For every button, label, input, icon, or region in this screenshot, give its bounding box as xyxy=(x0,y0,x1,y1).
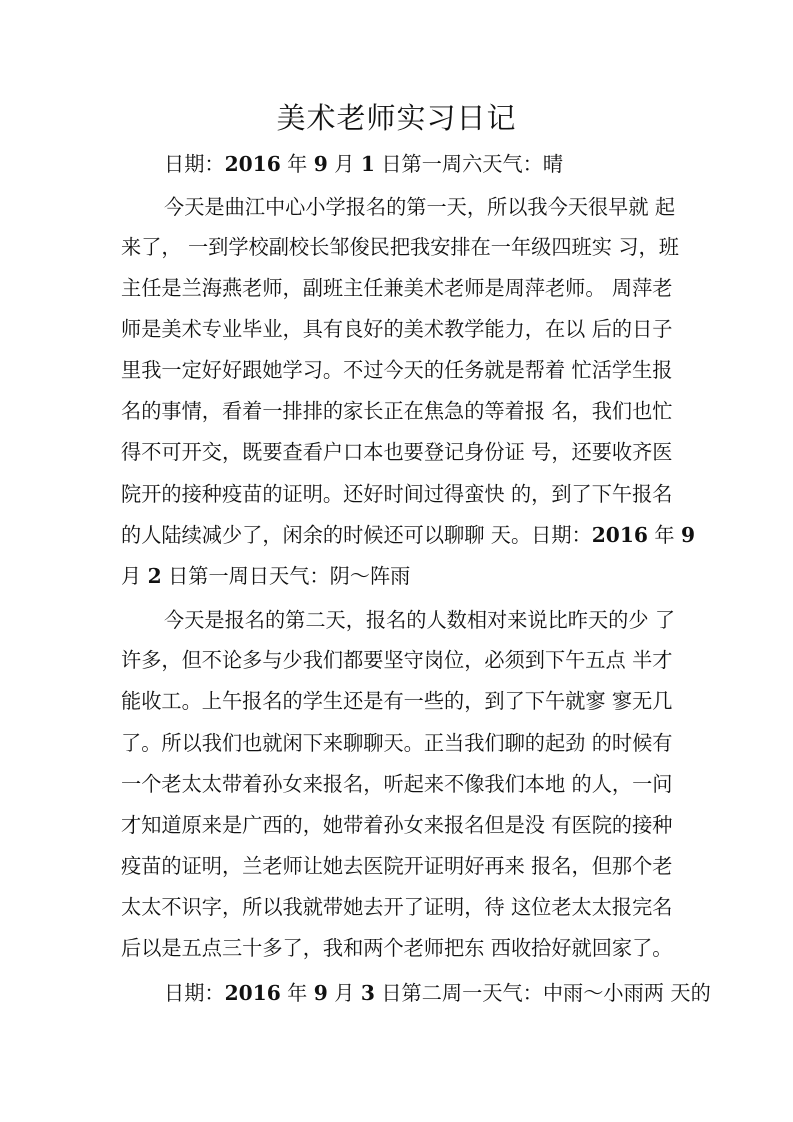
line-text: 年 xyxy=(280,152,314,176)
diary-line xyxy=(121,356,681,384)
line-text: 的人陆续减少了，闲余的时候还可以聊聊 天。日期： xyxy=(121,523,592,547)
line-number-text: 9 xyxy=(313,981,328,1005)
line-text: 后以是五点三十多了，我和两个老师把东 西收拾好就回家了。 xyxy=(121,936,673,960)
diary-line xyxy=(164,193,681,221)
line-number-text: 1 xyxy=(360,152,375,176)
diary-line xyxy=(121,562,681,590)
diary-line xyxy=(121,480,681,508)
line-number-text: 3 xyxy=(360,981,375,1005)
diary-line xyxy=(121,770,681,798)
line-number-text: 9 xyxy=(313,152,328,176)
line-number-text: 2016 xyxy=(591,523,648,547)
diary-line xyxy=(164,979,711,1007)
line-text: 日期： xyxy=(164,981,225,1005)
diary-line xyxy=(121,729,681,757)
diary-line xyxy=(121,274,681,302)
line-text: 月 xyxy=(327,981,361,1005)
line-number-text: 2016 xyxy=(224,981,281,1005)
line-number-text: 2016 xyxy=(224,152,281,176)
line-text: 月 xyxy=(327,152,361,176)
line-text: 今天是报名的第二天，报名的人数相对来说比昨天的少 了 xyxy=(164,608,676,632)
diary-line xyxy=(121,315,681,343)
diary-line xyxy=(121,646,681,674)
line-text: 院开的接种疫苗的证明。还好时间过得蛮快 的，到了下午报名 xyxy=(121,482,673,506)
diary-line xyxy=(164,606,681,634)
diary-line xyxy=(121,687,681,715)
diary-line xyxy=(121,934,681,962)
line-text: 月 xyxy=(121,564,148,588)
diary-line xyxy=(121,852,681,880)
document-title: 美术老师实习日记 xyxy=(276,101,517,135)
diary-line xyxy=(121,521,695,549)
line-text: 得不可开交，既要查看户口本也要登记身份证 号，还要收齐医 xyxy=(121,440,673,464)
line-text: 今天是曲江中心小学报名的第一天，所以我今天很早就 起 xyxy=(164,195,676,219)
line-text: 疫苗的证明，兰老师让她去医院开证明好再来 报名，但那个老 xyxy=(121,854,673,878)
line-text: 主任是兰海燕老师，副班主任兼美术老师是周萍老师。 周萍老 xyxy=(121,276,673,300)
line-text: 年 xyxy=(647,523,681,547)
line-text: 了。所以我们也就闲下来聊聊天。正当我们聊的起劲 的时候有 xyxy=(121,731,673,755)
diary-line xyxy=(121,811,681,839)
diary-line xyxy=(164,150,681,178)
diary-line xyxy=(121,233,681,261)
line-text: 日第一周六天气：晴 xyxy=(374,152,564,176)
diary-line xyxy=(121,893,681,921)
line-text: 里我一定好好跟她学习。不过今天的任务就是帮着 忙活学生报 xyxy=(121,358,673,382)
line-number-text: 9 xyxy=(680,523,695,547)
line-text: 日第一周日天气：阴〜阵雨 xyxy=(161,564,411,588)
line-text: 年 xyxy=(280,981,314,1005)
line-text: 师是美术专业毕业，具有良好的美术教学能力，在以 后的日子 xyxy=(121,317,673,341)
line-text: 许多，但不论多与少我们都要坚守岗位，必须到下午五点 半才 xyxy=(121,648,673,672)
line-text: 一个老太太带着孙女来报名，听起来不像我们本地 的人，一问 xyxy=(121,772,673,796)
diary-line xyxy=(121,438,681,466)
line-text: 日第二周一天气：中雨〜小雨两 天的 xyxy=(374,981,711,1005)
line-text: 名的事情，看着一排排的家长正在焦急的等着报 名，我们也忙 xyxy=(121,399,673,423)
line-text: 来了， 一到学校副校长邹俊民把我安排在一年级四班实 习，班 xyxy=(121,235,679,259)
line-text: 太太不识字，所以我就带她去开了证明，待 这位老太太报完名 xyxy=(121,895,673,919)
line-text: 能收工。上午报名的学生还是有一些的，到了下午就寥 寥无几 xyxy=(121,689,673,713)
line-text: 日期： xyxy=(164,152,225,176)
line-text: 才知道原来是广西的，她带着孙女来报名但是没 有医院的接种 xyxy=(121,813,673,837)
line-number-text: 2 xyxy=(147,564,162,588)
diary-line xyxy=(121,397,681,425)
